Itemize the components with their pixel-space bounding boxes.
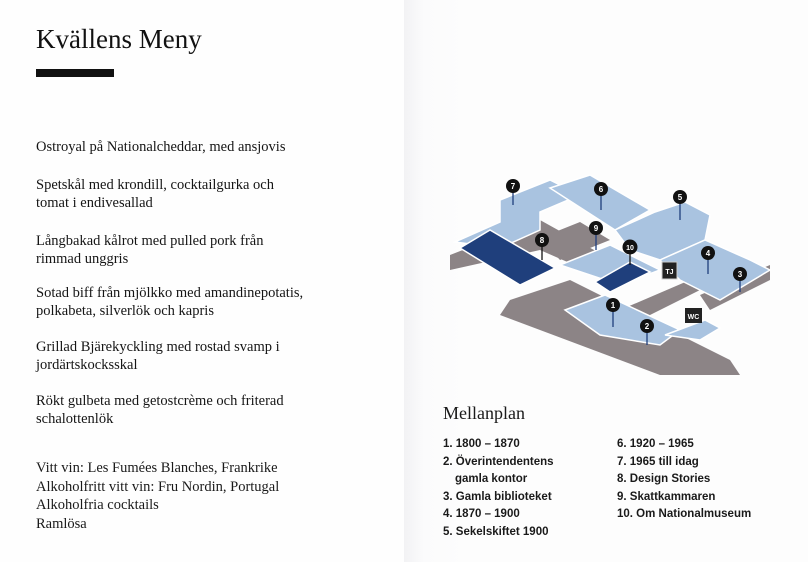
svg-text:3: 3 (737, 270, 743, 279)
drink-item: Alkoholfria cocktails (36, 497, 159, 513)
toilet-icon (685, 308, 702, 323)
svg-text:7: 7 (510, 182, 516, 191)
svg-text:2: 2 (644, 322, 650, 331)
drink-item: Ramlösa (36, 515, 87, 532)
svg-text:WC: WC (687, 314, 700, 321)
legend-item: gamla kontor (455, 473, 528, 485)
floorplan-title: Mellanplan (443, 403, 525, 423)
dish-3: Långbakad kålrot med pulled pork från rimmad unggris (36, 233, 264, 267)
svg-text:5: 5 (677, 193, 683, 202)
legend-column-1 (443, 436, 554, 541)
legend-column-2 (617, 436, 751, 524)
svg-text:8: 8 (539, 236, 545, 245)
svg-text:1: 1 (610, 301, 616, 310)
legend-item: 3. Gamla biblioteket (443, 490, 552, 503)
legend-item: 6. 1920 – 1965 (617, 438, 694, 450)
legend-item: 1. 1800 – 1870 (443, 438, 520, 450)
dish-4: Sotad biff från mjölkko med amandinepotatis, polkabeta, silverlök och kapris (36, 285, 304, 319)
legend-item: 10. Om Nationalmuseum (617, 508, 752, 520)
legend-item: 9. Skattkammaren (617, 490, 716, 503)
svg-text:6: 6 (598, 185, 604, 194)
dish-1: Ostroyal på Nationalcheddar, med ansjovis (36, 139, 286, 155)
legend-item: 5. Sekelskiftet 1900 (443, 525, 549, 538)
svg-text:10: 10 (626, 245, 634, 252)
floor-plan-map (440, 160, 780, 380)
drinks-list (36, 459, 279, 533)
legend-item: 8. Design Stories (617, 473, 711, 485)
dish-5: Grillad Bjärekyckling med rostad svamp i jordärtskocksskal (36, 339, 280, 373)
svg-text:TJ: TJ (665, 269, 674, 276)
svg-text:4: 4 (705, 249, 711, 258)
restaurant-icon (662, 262, 677, 279)
legend-item: 2. Överintendentens (443, 455, 554, 468)
dish-6: Rökt gulbeta med getostcrème och friterad schalottenlök (36, 393, 284, 427)
legend-item: 4. 1870 – 1900 (443, 508, 520, 520)
svg-text:9: 9 (593, 224, 599, 233)
title-underline (36, 69, 114, 77)
drink-item: Vitt vin: Les Fumées Blanches, Frankrike (36, 460, 278, 476)
legend-item: 7. 1965 till idag (617, 455, 699, 468)
menu-title: Kvällens Meny (36, 24, 202, 54)
drink-item: Alkoholfritt vitt vin: Fru Nordin, Portugal (36, 478, 280, 495)
dish-2: Spetskål med krondill, cocktailgurka och tomat i endivesallad (36, 177, 274, 211)
